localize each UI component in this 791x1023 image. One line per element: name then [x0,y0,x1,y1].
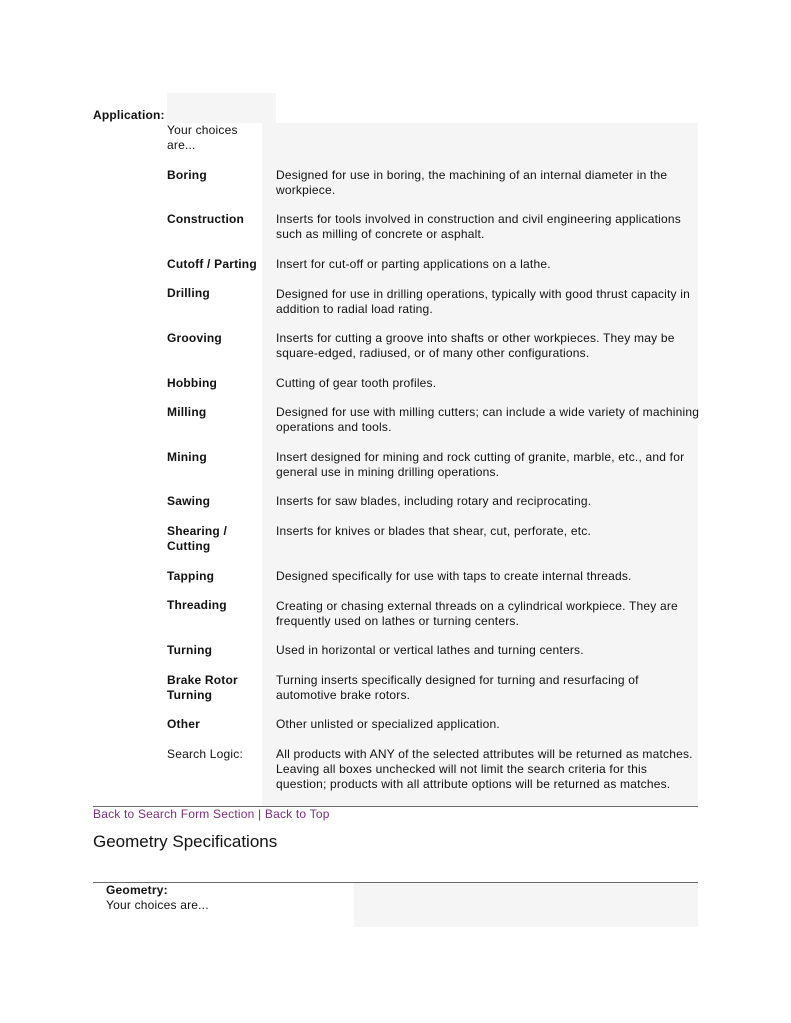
choices-intro-line-1: Your choices [167,123,238,137]
term-tapping: Tapping [167,569,215,583]
desc-threading: Creating or chasing external threads on a cylindrical workpiece. They are frequently used on lathes or turning centers. [276,599,678,628]
term-boring: Boring [167,168,207,182]
desc-hobbing: Cutting of gear tooth profiles. [276,376,437,390]
desc-grooving: Inserts for cutting a groove into shafts or other workpieces. They may be square-edged, radiused, or of many other configurations. [276,331,675,360]
desc-sawing: Inserts for saw blades, including rotary and reciprocating. [276,494,592,508]
desc-shearing-cutting: Inserts for knives or blades that shear, cut, perforate, etc. [276,524,592,538]
term-grooving: Grooving [167,331,222,345]
desc-boring: Designed for use in boring, the machining of an internal diameter in the workpiece. [276,168,668,197]
desc-mining: Insert designed for mining and rock cutting of granite, marble, etc., and for general use in mining drilling operations. [276,450,685,479]
choices-intro-line-2: are... [167,138,196,152]
choices-intro [167,123,238,153]
application-label: Application: [93,108,165,122]
geometry-label: Geometry: [106,883,168,897]
search-logic-label: Search Logic: [167,747,243,761]
term-other: Other [167,717,201,731]
term-threading: Threading [167,598,227,612]
term-cutoff-parting: Cutoff / Parting [167,257,257,271]
desc-other: Other unlisted or specialized application. [276,717,500,731]
desc-cutoff-parting: Insert for cut-off or parting applications on a lathe. [276,257,551,271]
term-construction: Construction [167,212,245,226]
geometry-options-panel [354,883,698,927]
term-milling: Milling [167,405,207,419]
term-sawing: Sawing [167,494,211,508]
desc-tapping: Designed specifically for use with taps to create internal threads. [276,569,632,583]
back-to-top-link[interactable]: Back to Top [264,807,330,821]
nav-links [93,807,330,822]
desc-milling: Designed for use with milling cutters; can include a wide variety of machining operations and tools. [276,405,700,434]
term-brake-rotor-turning: Brake Rotor Turning [167,673,238,702]
term-turning: Turning [167,643,213,657]
term-hobbing: Hobbing [167,376,218,390]
back-to-search-link[interactable]: Back to Search Form Section [93,807,255,821]
term-mining: Mining [167,450,207,464]
geometry-heading: Geometry Specifications [93,832,278,851]
link-separator: | [258,807,262,821]
desc-turning: Used in horizontal or vertical lathes and turning centers. [276,643,584,657]
desc-construction: Inserts for tools involved in construction and civil engineering applications such as milling of concrete or asphalt. [276,212,681,241]
geometry-choices-intro: Your choices are... [106,898,209,912]
desc-brake-rotor-turning: Turning inserts specifically designed for turning and resurfacing of automotive brake rotors. [276,673,639,702]
search-logic-text: All products with ANY of the selected attributes will be returned as matches. Leaving all boxes unchecked will not limit the search criteria for this question; products with all attribute options will be returned as matches. [276,747,693,791]
term-shearing-cutting: Shearing / Cutting [167,524,228,553]
application-label-panel [167,93,276,123]
desc-drilling: Designed for use in drilling operations, typically with good thrust capacity in addition to radial load rating. [276,287,691,316]
term-drilling: Drilling [167,286,210,300]
